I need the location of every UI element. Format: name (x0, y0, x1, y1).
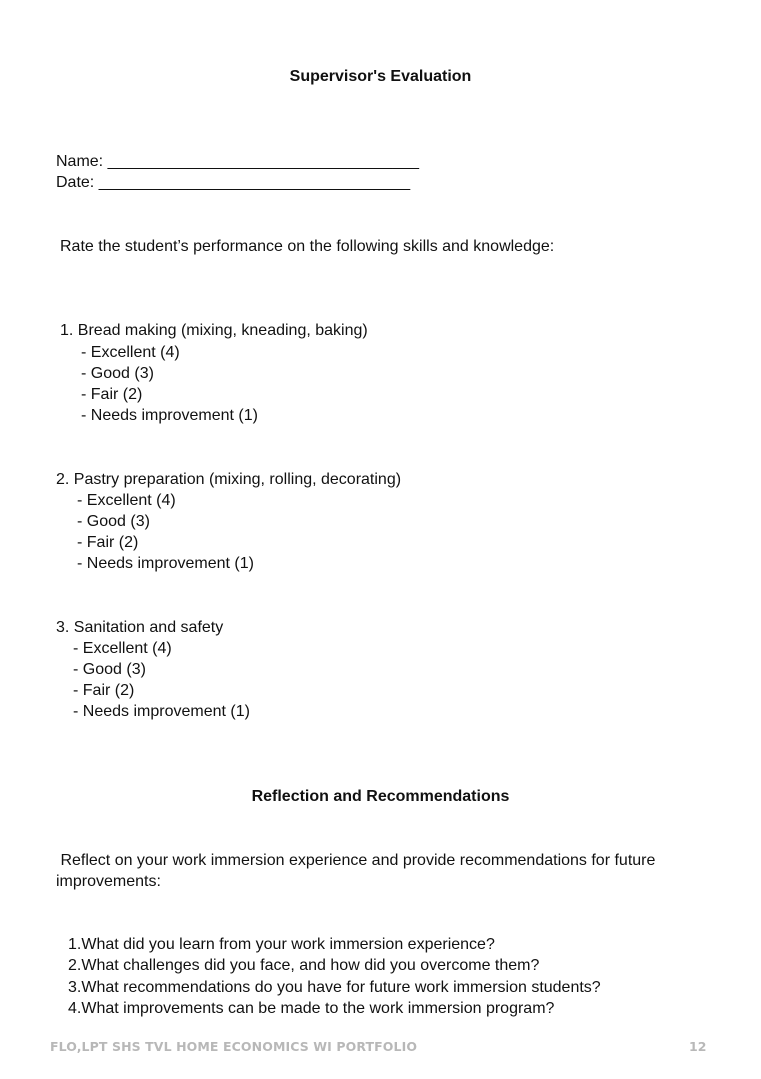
rating-option: - Good (3) (77, 513, 150, 530)
criterion-heading: 3. Sanitation and safety (56, 619, 224, 636)
criterion-heading: 1. Bread making (mixing, kneading, baking) (60, 322, 368, 339)
reflection-intro-line: Reflect on your work immersion experience and provide recommendations for future (56, 852, 656, 869)
rating-option: - Good (3) (73, 661, 146, 678)
footer-text: FLO,LPT SHS TVL HOME ECONOMICS WI PORTFOLIO (50, 1039, 418, 1054)
question-item: 4.What improvements can be made to the work immersion program? (68, 1000, 555, 1017)
reflection-intro-line: improvements: (56, 873, 161, 890)
date-field: Date: ___________________________________ (56, 174, 411, 191)
section-title-reflection: Reflection and Recommendations (251, 788, 510, 805)
instructions-text: Rate the student’s performance on the following skills and knowledge: (60, 238, 555, 255)
question-item: 1.What did you learn from your work immersion experience? (68, 936, 495, 953)
page-number: 12 (689, 1039, 707, 1054)
rating-option: - Fair (2) (81, 386, 143, 403)
rating-option: - Good (3) (81, 365, 154, 382)
rating-option: - Excellent (4) (81, 344, 180, 361)
question-item: 2.What challenges did you face, and how did you overcome them? (68, 957, 540, 974)
question-item: 3.What recommendations do you have for future work immersion students? (68, 979, 601, 996)
rating-option: - Excellent (4) (73, 640, 172, 657)
rating-option: - Needs improvement (1) (81, 407, 258, 424)
rating-option: - Needs improvement (1) (73, 703, 250, 720)
page-title: Supervisor's Evaluation (289, 68, 472, 85)
rating-option: - Fair (2) (73, 682, 135, 699)
rating-option: - Excellent (4) (77, 492, 176, 509)
rating-option: - Needs improvement (1) (77, 555, 254, 572)
criterion-heading: 2. Pastry preparation (mixing, rolling, decorating) (56, 471, 402, 488)
rating-option: - Fair (2) (77, 534, 139, 551)
name-field: Name: ___________________________________ (56, 153, 420, 170)
